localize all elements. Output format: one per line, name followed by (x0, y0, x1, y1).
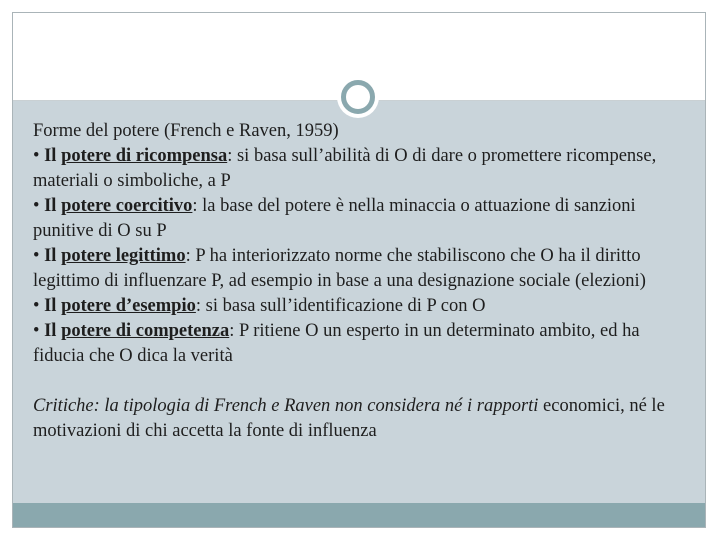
bullet: • (33, 321, 40, 341)
list-item (33, 319, 693, 369)
list-item (33, 244, 693, 294)
critique-italic: Critiche: la tipologia di French e Raven non considera né i rapporti (33, 396, 539, 416)
bullet: • (33, 146, 40, 166)
item-term: potere coercitivo (61, 196, 193, 216)
item-prefix: Il (44, 146, 57, 166)
list-item (33, 294, 693, 319)
bullet: • (33, 196, 40, 216)
item-text: : si basa sull’identificazione di P con O (195, 296, 486, 316)
item-term: potere legittimo (61, 246, 186, 266)
item-term: potere d’esempio (61, 296, 196, 316)
item-prefix: Il (44, 246, 57, 266)
item-prefix: Il (44, 196, 57, 216)
item-term: potere di ricompensa (61, 146, 228, 166)
item-text: : la base del potere è nella minaccia o attuazione di sanzioni punitive di O su P (33, 196, 636, 241)
bullet: • (33, 296, 40, 316)
footer-bar (13, 503, 705, 527)
item-text: : P ha interiorizzato norme che stabiliscono che O ha il diritto legittimo di influenzare P, ad esempio in base a una designazione sociale (elezioni) (33, 246, 646, 291)
item-prefix: Il (44, 321, 57, 341)
list-item (33, 144, 693, 194)
slide (12, 12, 706, 528)
item-text: : P ritiene O un esperto in un determinato ambito, ed ha fiducia che O dica la verità (33, 321, 640, 366)
critique-paragraph (33, 394, 693, 444)
slide-body (33, 119, 693, 444)
item-text: : si basa sull’abilità di O di dare o promettere ricompense, materiali o simboliche, a P (33, 146, 657, 191)
list-item (33, 194, 693, 244)
decorative-circle-icon (341, 80, 375, 114)
critique-rest: economici, né le motivazioni di chi accetta la fonte di influenza (33, 396, 665, 441)
item-term: potere di competenza (61, 321, 230, 341)
bullet: • (33, 246, 40, 266)
item-prefix: Il (44, 296, 57, 316)
slide-heading: Forme del potere (French e Raven, 1959) (33, 121, 339, 141)
